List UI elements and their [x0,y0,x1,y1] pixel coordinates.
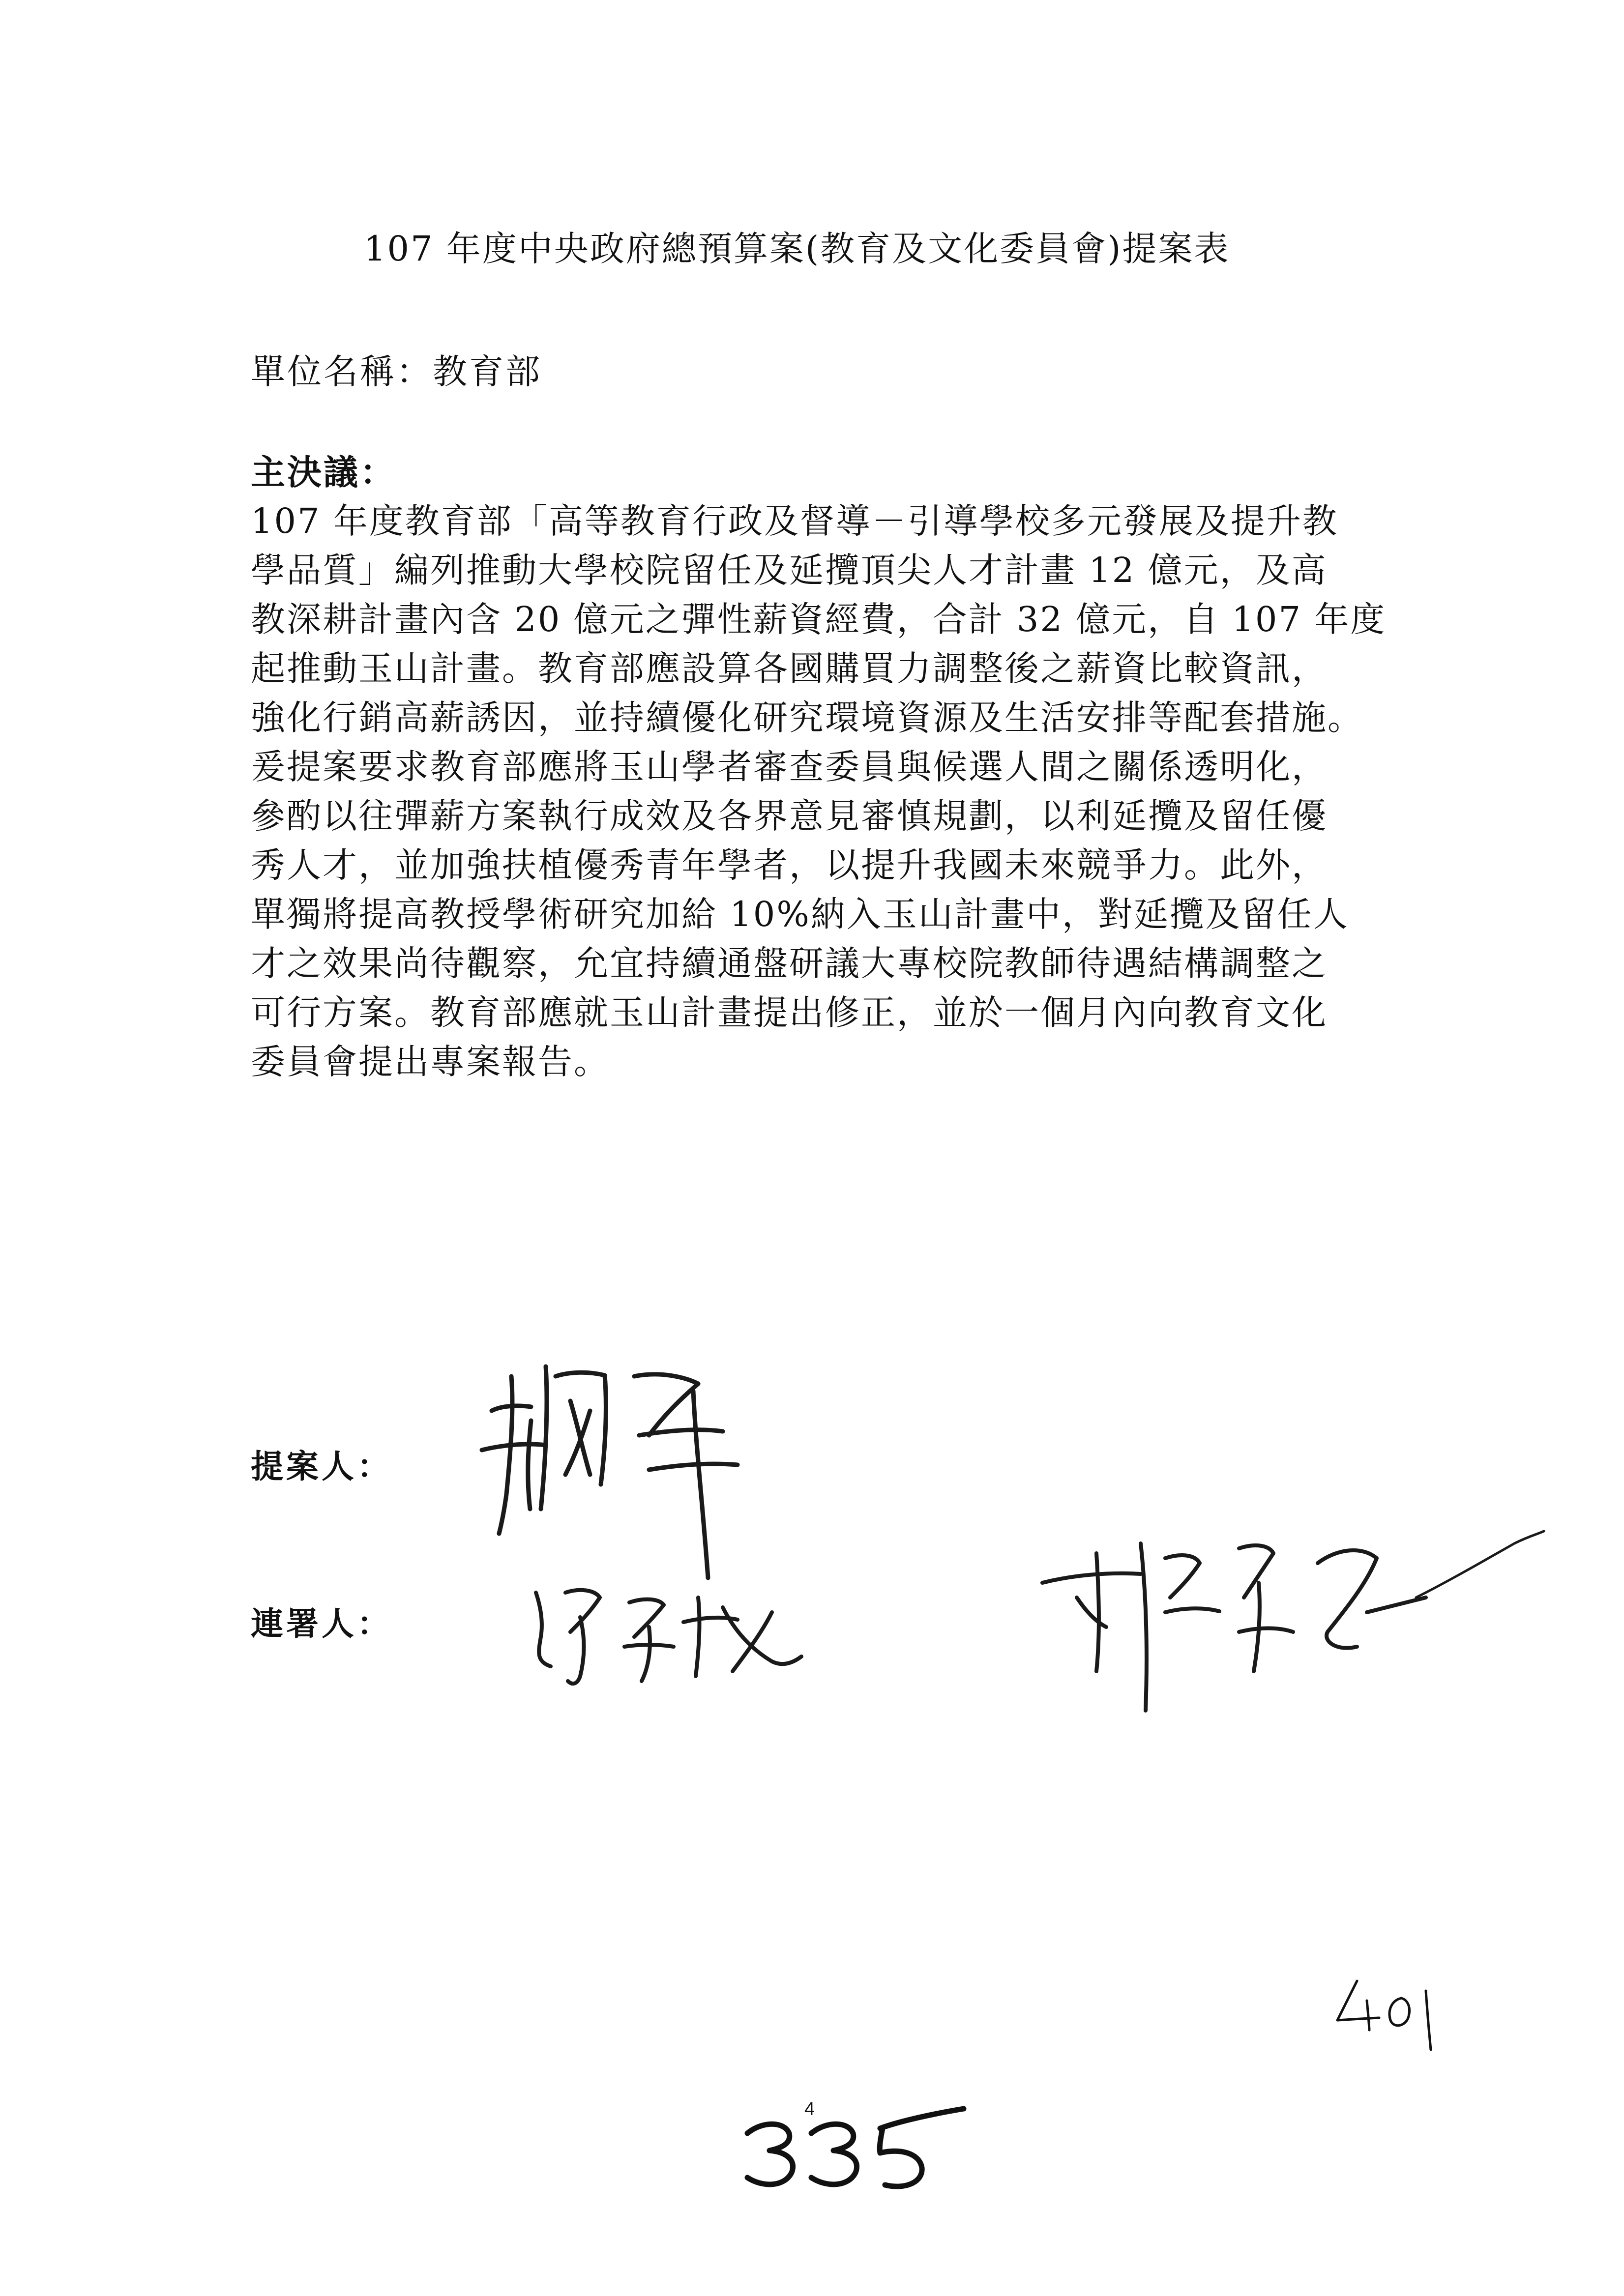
cosigner-signature [1023,1484,1554,1740]
resolution-line: 起推動玉山計畫。教育部應設算各國購買力調整後之薪資比較資訊， [251,648,1328,689]
resolution-line: 教深耕計畫內含 20 億元之彈性薪資經費，合計 32 億元，自 107 年度 [251,599,1387,639]
handwritten-corner-number [1328,1971,1455,2055]
resolution-line: 委員會提出專案報告。 [251,1042,610,1082]
resolution-line: 強化行銷高薪誘因，並持續優化研究環境資源及生活安排等配套措施。 [251,698,1363,738]
proposer-label: 提案人： [251,1447,392,1485]
resolution-line: 107 年度教育部「高等教育行政及督導－引導學校多元發展及提升教 [251,501,1338,541]
resolution-line: 可行方案。教育部應就玉山計畫提出修正，並於一個月內向教育文化 [251,992,1328,1033]
unit-name-line: 單位名稱：教育部 [251,351,542,392]
resolution-line: 參酌以往彈薪方案執行成效及各界意見審慎規劃，以利延攬及留任優 [251,796,1328,836]
cosigner-label: 連署人： [251,1604,392,1643]
resolution-line: 爰提案要求教育部應將玉山學者審查委員與候選人間之關係透明化， [251,747,1328,787]
handwritten-page-number [738,2099,974,2197]
resolution-body [251,496,1396,1086]
resolution-line: 單獨將提高教授學術研究加給 10%納入玉山計畫中，對延攬及留任人 [251,894,1349,934]
document-title: 107 年度中央政府總預算案(教育及文化委員會)提案表 [364,229,1230,269]
resolution-line: 才之效果尚待觀察，允宜持續通盤研議大專校院教師待遇結構調整之 [251,943,1328,984]
resolution-line: 學品質」編列推動大學校院留任及延攬頂尖人才計畫 12 億元，及高 [251,550,1328,590]
printed-page-number: 4 [804,2099,815,2120]
cosigner-signature [516,1563,860,1701]
resolution-heading: 主決議： [251,452,396,493]
resolution-line: 秀人才，並加強扶植優秀青年學者，以提升我國未來競爭力。此外， [251,845,1328,885]
